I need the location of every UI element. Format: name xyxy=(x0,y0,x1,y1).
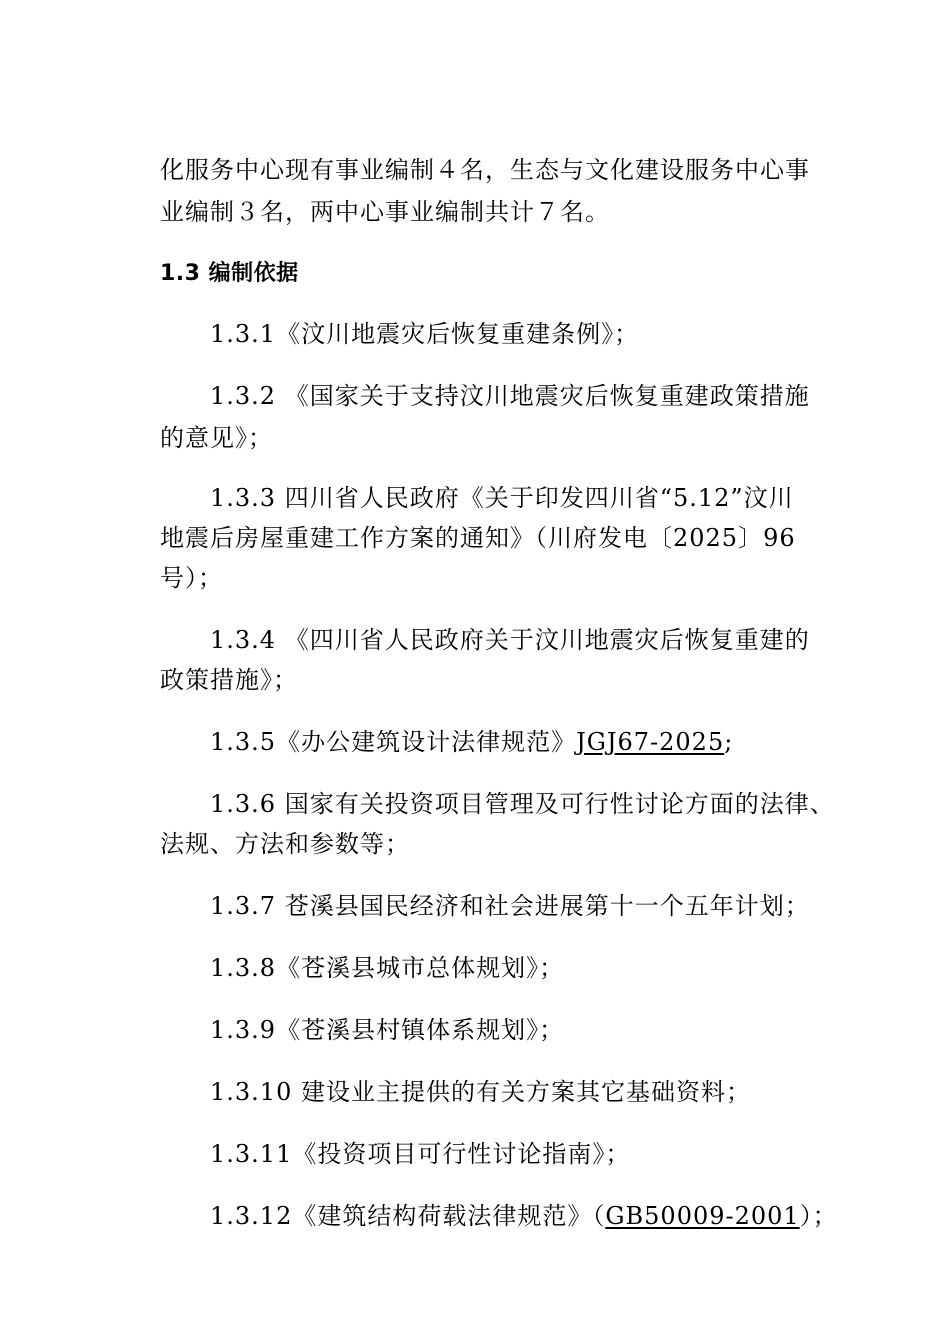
item-3-line-1: 1.3.3 四川省人民政府《关于印发四川省“5.12”汶川 xyxy=(210,484,794,512)
item-9-line-1: 1.3.9《苍溪县村镇体系规划》； xyxy=(210,1016,565,1044)
item-1-line-1: 1.3.1《汶川地震灾后恢复重建条例》； xyxy=(210,320,640,348)
item-4-line-2: 政策措施》； xyxy=(160,666,298,694)
item-3-line-3: 号）； xyxy=(160,564,223,592)
item-7-line-1: 1.3.7 苍溪县国民经济和社会进展第十一个五年计划； xyxy=(210,892,810,920)
item-5-punct: ; xyxy=(724,728,734,756)
item-5-standard-code: JGJ67-2025 xyxy=(576,728,725,756)
item-3-line-2: 地震后房屋重建工作方案的通知》（川府发电〔2025〕96 xyxy=(160,524,796,552)
item-10-line-1: 1.3.10 建设业主提供的有关方案其它基础资料； xyxy=(210,1078,751,1106)
item-6-line-1: 1.3.6 国家有关投资项目管理及可行性讨论方面的法律、 xyxy=(210,790,835,818)
item-11-line-1: 1.3.11《投资项目可行性讨论指南》； xyxy=(210,1140,631,1168)
item-12-title: 1.3.12《建筑结构荷载法律规范》（ xyxy=(210,1202,606,1230)
item-8-line-1: 1.3.8《苍溪县城市总体规划》； xyxy=(210,954,565,982)
item-4-line-1: 1.3.4 《四川省人民政府关于汶川地震灾后恢复重建的 xyxy=(210,626,810,654)
item-12-standard-code: GB50009-2001 xyxy=(605,1202,800,1230)
item-2-line-1: 1.3.2 《国家关于支持汶川地震灾后恢复重建政策措施 xyxy=(210,382,810,410)
intro-line-1: 化服务中心现有事业编制４名，生态与文化建设服务中心事 xyxy=(160,156,810,184)
section-heading: 1.3 编制依据 xyxy=(160,261,299,286)
item-5-title: 1.3.5《办公建筑设计法律规范》 xyxy=(210,728,577,756)
item-12 xyxy=(210,1200,838,1232)
item-2-line-2: 的意见》； xyxy=(160,424,273,452)
item-5 xyxy=(210,726,733,758)
intro-line-2: 业编制３名，两中心事业编制共计７名。 xyxy=(160,198,610,226)
item-12-punct: ）； xyxy=(799,1202,838,1230)
item-6-line-2: 法规、方法和参数等； xyxy=(160,830,410,858)
